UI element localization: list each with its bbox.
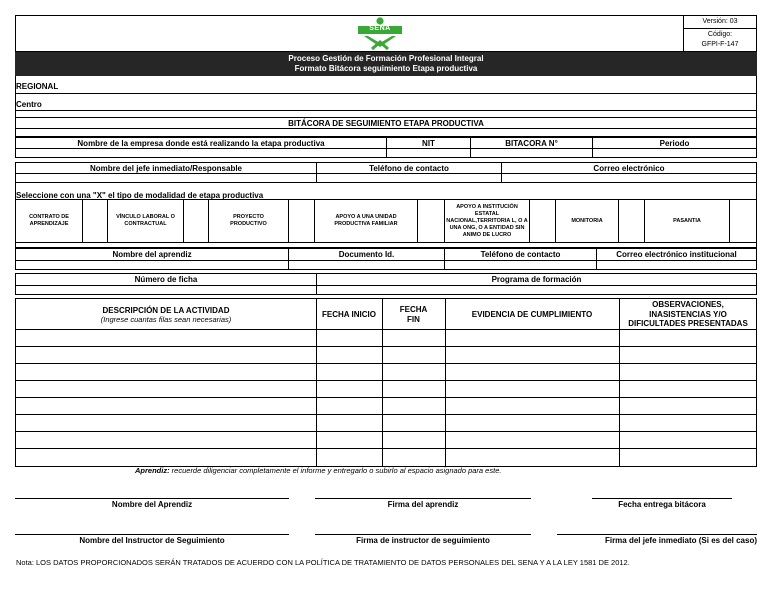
option-pasantia: PASANTIA (673, 217, 701, 224)
instructor-name-caption: Nombre del Instructor de Seguimiento (79, 536, 225, 545)
instructor-signature-line[interactable] (315, 534, 531, 535)
option-proyecto: PROYECTO PRODUCTIVO (230, 214, 267, 227)
observations-header: OBSERVACIONES, (652, 300, 724, 309)
apprentice-signature-caption: Firma del aprendiz (387, 500, 459, 509)
apprentice-email-header: Correo electrónico institucional (596, 248, 757, 261)
apprentice-name-caption: Nombre del Aprendiz (111, 500, 193, 509)
option-vinculo: VÍNCULO LABORAL O CONTRACTUAL (116, 214, 175, 227)
evidence-header: EVIDENCIA DE CUMPLIMIENTO (471, 309, 593, 319)
table-row[interactable] (15, 431, 757, 448)
checkbox-proyecto[interactable] (288, 200, 315, 242)
apprentice-phone-header: Teléfono de contacto (444, 248, 597, 261)
sena-logo (352, 16, 408, 50)
checkbox-vinculo[interactable] (183, 200, 209, 242)
apprentice-signature-line[interactable] (315, 498, 531, 499)
delivery-date-caption: Fecha entrega bitácora (618, 500, 706, 509)
table-row[interactable] (15, 363, 757, 380)
centro-label: Centro (16, 100, 42, 109)
code-value: GFPI-F-147 (701, 41, 739, 48)
option-contrato: CONTRATO DE APRENDIZAJE (29, 214, 69, 227)
table-row[interactable] (15, 329, 757, 346)
boss-header: Nombre del jefe inmediato/Responsable (15, 162, 317, 174)
checkbox-institucion[interactable] (529, 200, 556, 242)
boss-email-input[interactable] (501, 173, 757, 183)
company-input[interactable] (15, 148, 387, 158)
table-row[interactable] (15, 448, 757, 467)
option-monitoria: MONITORIA (571, 217, 603, 224)
checkbox-unidad-familiar[interactable] (417, 200, 445, 242)
bitacora-input[interactable] (470, 148, 593, 158)
sena-logo-text: SENA (369, 25, 391, 32)
instructor-name-line[interactable] (15, 534, 289, 535)
periodo-input[interactable] (592, 148, 757, 158)
bitacora-header: BITACORA N° (470, 137, 593, 149)
process-title: Proceso Gestión de Formación Profesional Integral (288, 54, 484, 63)
centro-field[interactable] (15, 94, 757, 111)
nit-input[interactable] (386, 148, 471, 158)
program-input[interactable] (316, 285, 757, 295)
apprentice-name-header: Nombre del aprendiz (15, 248, 289, 261)
section-spacer-2 (15, 129, 757, 137)
observations-header-3: DIFICULTADES PRESENTADAS (628, 319, 748, 328)
description-header: DESCRIPCIÓN DE LA ACTIVIDAD (102, 306, 230, 315)
boss-signature-caption: Firma del jefe inmediato (Si es del caso) (604, 536, 757, 545)
start-date-header: FECHA INICIO (322, 309, 376, 319)
table-row[interactable] (15, 414, 757, 431)
reminder-label: Aprendiz: (135, 466, 170, 475)
regional-label: REGIONAL (16, 82, 59, 91)
delivery-date-line[interactable] (592, 498, 732, 499)
apprentice-name-line[interactable] (15, 498, 289, 499)
observations-header-2: INASISTENCIAS Y/O (649, 310, 727, 319)
section-spacer (15, 111, 757, 118)
boss-phone-input[interactable] (316, 173, 502, 183)
apprentice-name-input[interactable] (15, 260, 289, 270)
modality-prompt: Seleccione con una "X" el tipo de modalidad de etapa productiva (16, 191, 264, 200)
end-date-header: FECHA (399, 305, 428, 314)
table-row[interactable] (15, 380, 757, 397)
ficha-header: Número de ficha (15, 273, 317, 286)
apprentice-email-input[interactable] (596, 260, 757, 270)
end-date-header-2: FIN (407, 315, 420, 324)
instructor-signature-caption: Firma de instructor de seguimiento (356, 536, 490, 545)
regional-field[interactable] (15, 76, 757, 94)
description-note: (Ingrese cuantas filas sean necesarias) (100, 315, 232, 324)
document-input[interactable] (288, 260, 445, 270)
table-row[interactable] (15, 346, 757, 363)
boss-email-header: Correo electrónico (501, 162, 757, 174)
nit-header: NIT (386, 137, 471, 149)
option-unidad-familiar: APOYO A UNA UNIDAD PRODUCTIVA FAMILIAR (334, 214, 398, 227)
document-header: Documento Id. (288, 248, 445, 261)
ficha-input[interactable] (15, 285, 317, 295)
section-title: BITÁCORA DE SEGUIMIENTO ETAPA PRODUCTIVA (15, 118, 757, 129)
company-header: Nombre de la empresa donde está realizando la etapa productiva (15, 137, 387, 149)
legal-note: Nota: LOS DATOS PROPORCIONADOS SERÁN TRATADOS DE ACUERDO CON LA POLÍTICA DE TRATAMIENTO DE DATOS PERSONALES DEL SENA Y A LA LEY 1581 DE 2012. (16, 558, 630, 567)
boss-signature-line[interactable] (557, 534, 757, 535)
sena-logo-icon (352, 16, 408, 50)
boss-input[interactable] (15, 173, 317, 183)
format-title: Formato Bitácora seguimiento Etapa productiva (294, 64, 478, 73)
checkbox-pasantia[interactable] (729, 200, 756, 242)
version-label: Versión: 03 (702, 18, 738, 25)
option-institucion: APOYO A INSTITUCIÓN ESTATAL NACIONAL,TERRITORIA L, O A UNA ONG, O A ENTIDAD SIN ANIMO DE LUCRO (446, 203, 528, 238)
checkbox-contrato[interactable] (82, 200, 108, 242)
table-row[interactable] (15, 397, 757, 414)
reminder-body: recuerde diligenciar completamente el informe y entregarlo o subirlo al espacio asignado para este. (169, 466, 502, 475)
boss-phone-header: Teléfono de contacto (316, 162, 502, 174)
program-header: Programa de formación (316, 273, 757, 286)
reminder-text (135, 466, 501, 475)
checkbox-monitoria[interactable] (618, 200, 645, 242)
apprentice-phone-input[interactable] (444, 260, 597, 270)
code-label: Código: (707, 31, 733, 38)
periodo-header: Periodo (592, 137, 757, 149)
